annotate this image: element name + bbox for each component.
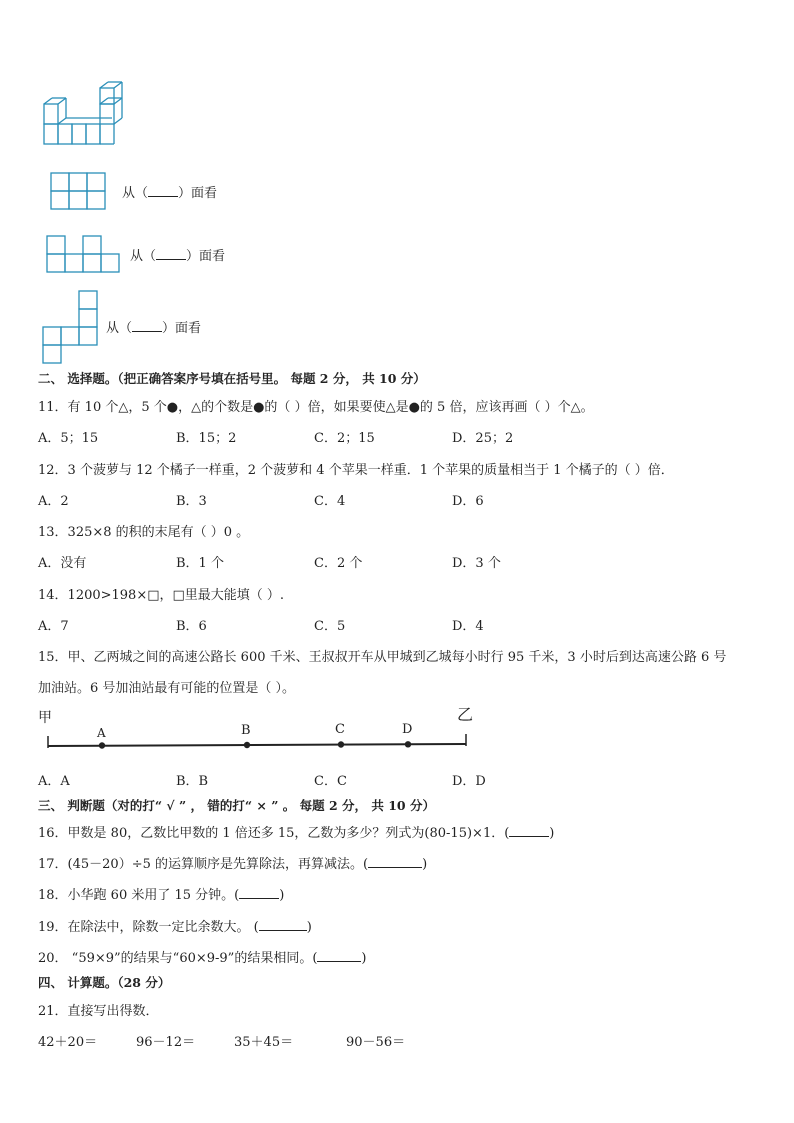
q11-option-b[interactable]: B．15；2 [176, 431, 237, 446]
q15-stem-line2: 加油站。6 号加油站最有可能的位置是（ ）。 [38, 681, 296, 696]
road-start-label: 甲 [38, 710, 52, 726]
q13-option-c[interactable]: C．2 个 [314, 556, 363, 571]
q18: 18．小华跑 60 米用了 15 分钟。( ) [38, 888, 285, 903]
q12-stem: 12．3 个菠萝与 12 个橘子一样重，2 个菠萝和 4 个苹果一样重．1 个苹果的质量相当于 1 个橘子的（ ）倍． [38, 463, 674, 478]
q17: 17．(45－20）÷5 的运算顺序是先算除法，再算减法。( ) [38, 857, 428, 872]
road-map [36, 706, 476, 750]
view-label-1: 从（ ）面看 [122, 186, 218, 201]
q15-option-b[interactable]: B．B [176, 774, 209, 789]
q14-stem: 14．1200>198×□，□里最大能填（ ）. [38, 588, 285, 603]
view-label-3: 从（ ）面看 [106, 321, 202, 336]
calc-expr-4: 90－56＝ [346, 1035, 406, 1050]
calc-expr-2: 96－12＝ [136, 1035, 196, 1050]
section2-title: 二、 选择题。（把正确答案序号填在括号里。 每题 2 分， 共 10 分） [38, 371, 426, 386]
q11-option-d[interactable]: D．25；2 [452, 431, 514, 446]
view-grid-1 [50, 172, 110, 212]
q11-option-a[interactable]: A．5；15 [38, 431, 99, 446]
q15-option-a[interactable]: A．A [38, 774, 70, 789]
q12-option-a[interactable]: A．2 [38, 494, 69, 509]
q11-option-c[interactable]: C．2；15 [314, 431, 375, 446]
road-label-b: B [241, 723, 251, 738]
view-blank-2[interactable] [156, 247, 186, 260]
road-point-d [405, 741, 411, 747]
q20-answer-blank[interactable] [317, 949, 361, 962]
road-point-a [99, 742, 105, 748]
q14-option-b[interactable]: B．6 [176, 619, 207, 634]
view-blank-1[interactable] [148, 184, 178, 197]
q11-stem: 11．有 10 个△，5 个●，△的个数是●的（ ）倍，如果要使△是●的 5 倍，应该再画（ ）个△。 [38, 400, 594, 415]
calc-expr-3: 35＋45＝ [234, 1035, 294, 1050]
section4-title: 四、 计算题。（28 分） [38, 975, 171, 990]
road-label-c: C [335, 722, 345, 737]
q20: 20． “59×9”的结果与“60×9-9”的结果相同。( ) [38, 951, 367, 966]
road-label-d: D [402, 722, 413, 737]
q12-option-b[interactable]: B．3 [176, 494, 207, 509]
q14-option-c[interactable]: C．5 [314, 619, 346, 634]
q19-answer-blank[interactable] [259, 918, 307, 931]
q15-option-c[interactable]: C．C [314, 774, 347, 789]
q16: 16．甲数是 80，乙数比甲数的 1 倍还多 15，乙数为多少？列式为(80-15)×1．( ) [38, 826, 555, 841]
road-point-c [338, 741, 344, 747]
road-point-b [244, 742, 250, 748]
q16-answer-blank[interactable] [509, 824, 549, 837]
q14-option-a[interactable]: A．7 [38, 619, 69, 634]
q13-option-a[interactable]: A．没有 [38, 556, 87, 571]
view-blank-3[interactable] [132, 319, 162, 332]
road-label-a: A [97, 726, 106, 740]
cube-figure [40, 86, 130, 148]
q18-answer-blank[interactable] [239, 886, 279, 899]
q15-option-d[interactable]: D．D [452, 774, 486, 789]
q15-stem-line1: 15．甲、乙两城之间的高速公路长 600 千米、王叔叔开车从甲城到乙城每小时行 95 千米，3 小时后到达高速公路 6 号 [38, 650, 727, 665]
q13-stem: 13．325×8 的积的末尾有（ ）0 。 [38, 525, 250, 540]
q13-option-b[interactable]: B．1 个 [176, 556, 224, 571]
q19: 19．在除法中，除数一定比余数大。 ( ) [38, 920, 312, 935]
view-grid-3 [42, 290, 102, 365]
calc-expr-1: 42＋20＝ [38, 1035, 98, 1050]
road-end-label: 乙 [457, 705, 474, 724]
q17-answer-blank[interactable] [368, 855, 422, 868]
q12-option-c[interactable]: C．4 [314, 494, 346, 509]
section3-title: 三、 判断题（对的打“ √ ” ， 错的打“ × ” 。 每题 2 分， 共 10 分） [38, 798, 435, 813]
q14-option-d[interactable]: D．4 [452, 619, 484, 634]
q21-stem: 21．直接写出得数． [38, 1004, 159, 1019]
q12-option-d[interactable]: D．6 [452, 494, 484, 509]
view-label-2: 从（ ）面看 [130, 249, 226, 264]
view-grid-2 [46, 235, 126, 275]
q13-option-d[interactable]: D．3 个 [452, 556, 501, 571]
